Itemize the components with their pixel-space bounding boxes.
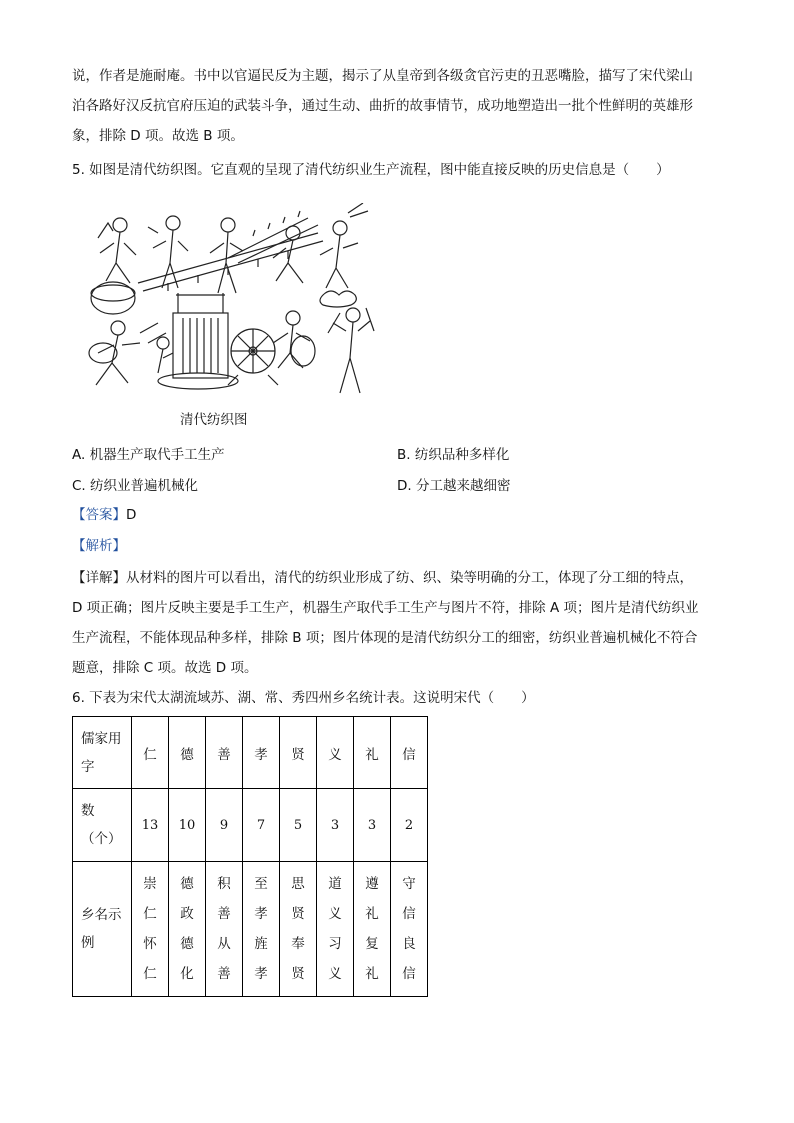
option-a: A. 机器生产取代手工生产	[72, 447, 225, 463]
count-cell: 7	[243, 789, 280, 862]
option-d: D. 分工越来越细密	[397, 478, 511, 494]
example-cell: 崇 仁 怀 仁	[132, 862, 169, 997]
char-cell: 仁	[132, 717, 169, 789]
count-cell: 5	[280, 789, 317, 862]
count-cell: 3	[354, 789, 391, 862]
prev-analysis-line-1: 说，作者是施耐庵。书中以官逼民反为主题，揭示了从皇帝到各级贪官污吏的丑恶嘴脸，描写了宋代梁山	[72, 68, 693, 84]
count-cell: 2	[391, 789, 428, 862]
option-c: C. 纺织业普遍机械化	[72, 478, 199, 494]
row-header-examples: 乡名示 例	[73, 862, 132, 997]
table-row-chars	[73, 717, 428, 789]
example-cell: 思 贤 奉 贤	[280, 862, 317, 997]
example-cell: 积 善 从 善	[206, 862, 243, 997]
analysis-label-text: 【解析】	[72, 538, 126, 554]
count-cell: 10	[169, 789, 206, 862]
char-cell: 贤	[280, 717, 317, 789]
detail-line-3: 生产流程，不能体现品种多样，排除 B 项；图片体现的是清代纺织分工的细密，纺织业普遍机械化不符合	[72, 630, 698, 646]
prev-analysis-line-2: 泊各路好汉反抗官府压迫的武装斗争，通过生动、曲折的故事情节，成功地塑造出一批个性鲜明的英雄形	[72, 98, 693, 114]
count-cell: 9	[206, 789, 243, 862]
answer-value: D	[126, 507, 137, 523]
char-cell: 德	[169, 717, 206, 789]
example-cell: 道 义 习 义	[317, 862, 354, 997]
detail-label: 【详解】	[72, 570, 126, 586]
option-b: B. 纺织品种多样化	[397, 447, 510, 463]
row-header-chars: 儒家用 字	[73, 717, 132, 789]
question-6-stem: 6. 下表为宋代太湖流域苏、湖、常、秀四州乡名统计表。这说明宋代（ ）	[72, 690, 535, 706]
example-cell: 德 政 德 化	[169, 862, 206, 997]
analysis-label	[72, 536, 126, 556]
question-5-stem: 5. 如图是清代纺织图。它直观的呈现了清代纺织业生产流程，图中能直接反映的历史信息是（ ）	[72, 162, 670, 178]
example-cell: 守 信 良 信	[391, 862, 428, 997]
char-cell: 礼	[354, 717, 391, 789]
count-cell: 3	[317, 789, 354, 862]
example-cell: 遵 礼 复 礼	[354, 862, 391, 997]
char-cell: 信	[391, 717, 428, 789]
qing-textile-illustration	[78, 203, 378, 398]
detail-line-4: 题意，排除 C 项。故选 D 项。	[72, 660, 258, 676]
detail-text-1: 从材料的图片可以看出，清代的纺织业形成了纺、织、染等明确的分工，体现了分工细的特点，	[126, 570, 693, 586]
row-header-counts: 数 （个）	[73, 789, 132, 862]
detail-line-2: D 项正确；图片反映主要是手工生产，机器生产取代手工生产与图片不符，排除 A 项；图片是清代纺织业	[72, 600, 699, 616]
figure-caption: 清代纺织图	[180, 412, 248, 428]
village-names-table	[72, 716, 428, 997]
count-cell: 13	[132, 789, 169, 862]
char-cell: 善	[206, 717, 243, 789]
answer-line	[72, 505, 136, 525]
detail-line-1	[72, 568, 693, 588]
table-row-examples	[73, 862, 428, 997]
answer-label: 【答案】	[72, 507, 126, 523]
table-row-counts	[73, 789, 428, 862]
example-cell: 至 孝 旌 孝	[243, 862, 280, 997]
char-cell: 孝	[243, 717, 280, 789]
char-cell: 义	[317, 717, 354, 789]
prev-analysis-line-3: 象，排除 D 项。故选 B 项。	[72, 128, 244, 144]
